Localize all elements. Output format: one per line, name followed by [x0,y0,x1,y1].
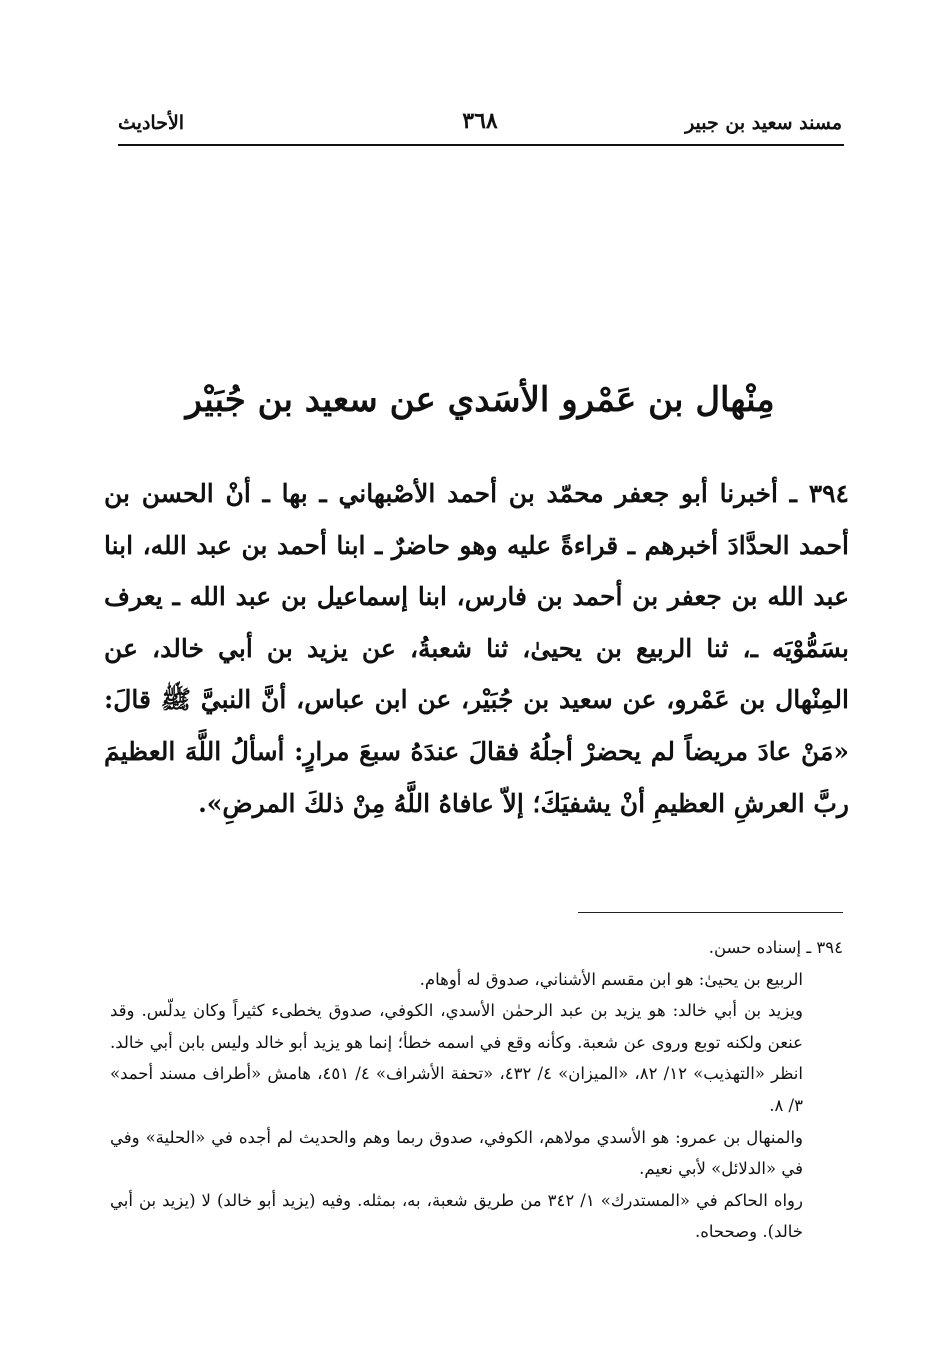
page-number: ٣٦٨ [462,108,498,134]
footnote-lead: ٣٩٤ ـ إسناده حسن. [708,938,843,957]
footnote-paragraph: ويزيد بن أبي خالد: هو يزيد بن عبد الرحمٰن الأسدي، الكوفي، صدوق يخطىء كثيراً وكان يدلّس. وقد عنعن ولكنه توبع وروى عن شعبة. وكأنه وقع في اسمه خطأ؛ إنما هو يزيد أبو خالد وليس بابن أبي خالد. انظر «التهذيب» ١٢/ ٨٢، «الميزان» ٤/ ٤٣٢، «تحفة الأشراف» ٤/ ٤٥١، هامش «أطراف مسند أحمد» ٣/ ٨. [110,1001,803,1115]
running-header [118,108,842,142]
footnote-separator [578,912,843,913]
hadith-text-block [104,468,849,829]
header-section-title: الأحاديث [118,112,185,134]
footnote-paragraph: والمنهال بن عمرو: هو الأسدي مولاهم، الكوفي، صدوق ربما وهم والحديث لم أجده في «الحلية» وفي في «الدلائل» لأبي نعيم. [110,1127,803,1179]
footnotes [110,932,843,1248]
chapter-title: مِنْهال بن عَمْرو الأسَدي عن سعيد بن جُبَيْر [185,380,775,420]
header-book-title: مسند سعيد بن جبير [685,112,842,134]
hadith-text: ٣٩٤ ـ أخبرنا أبو جعفر محمّد بن أحمد الأصْبهاني ـ بها ـ أنْ الحسن بن أحمد الحدَّادَ أخبرهم ـ قراءةً عليه وهو حاضرٌ ـ ابنا أحمد بن عبد الله، ابنا عبد الله بن جعفر بن أحمد بن فارس، ابنا إسماعيل بن عبد الله ـ يعرف بسَمُّوْيَه ـ، ثنا الربيع بن يحيىٰ، ثنا شعبةُ، عن يزيد بن أبي خالد، عن المِنْهال بن عَمْرو، عن سعيد بن جُبَيْر، عن ابن عباس، أنَّ النبيَّ ﷺ قالَ: «مَنْ عادَ مريضاً لم يحضرْ أجلُهُ فقالَ عندَهُ سبعَ مرارٍ: أسألُ اللَّهَ العظيمَ ربَّ العرشِ العظيمِ أنْ يشفيَكَ؛ إلاّ عافاهُ اللَّهُ مِنْ ذلكَ المرضِ». [104,479,849,818]
header-rule [118,144,844,146]
footnote-paragraph: رواه الحاكم في «المستدرك» ١/ ٣٤٢ من طريق شعبة، به، بمثله. وفيه (يزيد أبو خالد) لا (يزيد بن أبي خالد). وصححاه. [110,1190,803,1242]
footnote-paragraph: الربيع بن يحيىٰ: هو ابن مقسم الأشناني، صدوق له أوهام. [419,969,803,989]
